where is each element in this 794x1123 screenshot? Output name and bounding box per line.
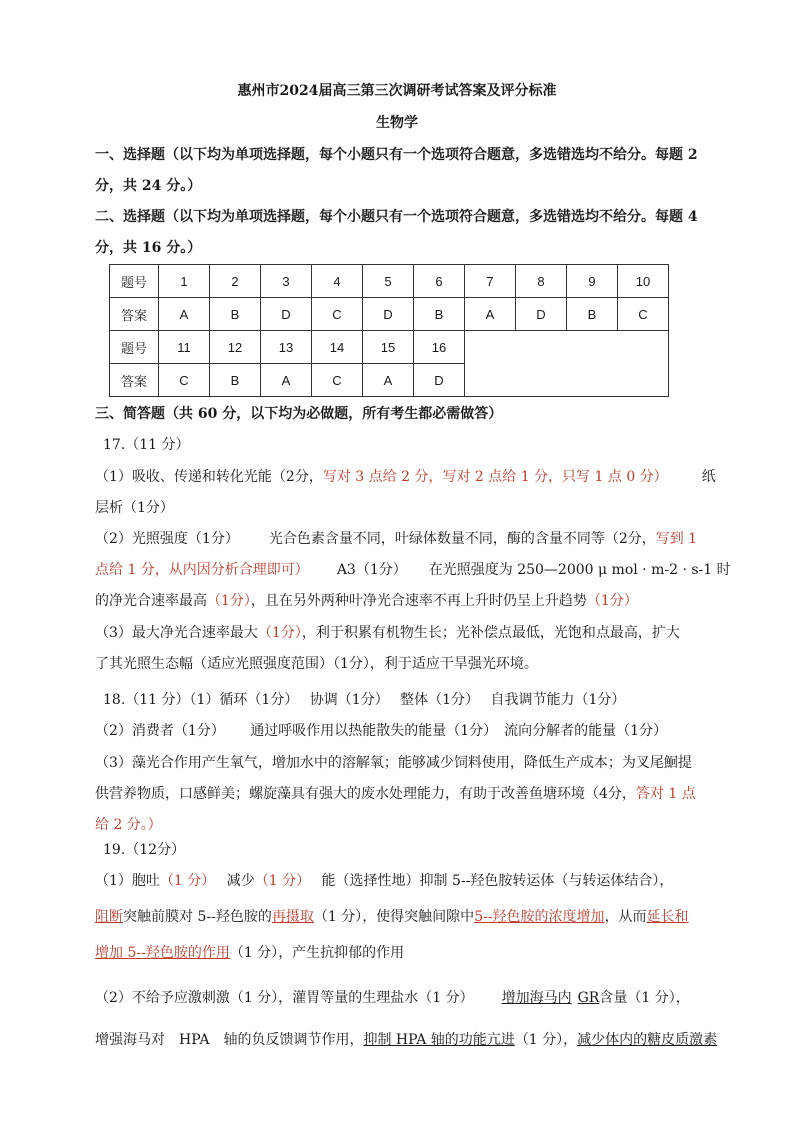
table-cell: B [567, 298, 618, 331]
table-cell: A [159, 298, 210, 331]
q19-keyword-reuptake: 再摄取 [271, 909, 314, 925]
table-cell: 3 [261, 265, 312, 298]
subject-title: 生物学 [376, 115, 418, 131]
q19-text-3: ，从而 [604, 909, 647, 925]
q17-p2-scoring-cont: 点给 1 分，从内因分析合理即可） [95, 562, 309, 578]
q19-p2-keyword-3: 减少体内的糖皮质激素 [577, 1032, 718, 1048]
table-cell: D [414, 364, 465, 397]
q18-line1: 18.（11 分）（1）循环（1分） 协调（1分） 整体（1分） 自我调节能力（1分） [103, 692, 626, 708]
q19-part2-line2 [95, 1030, 717, 1050]
table-cell: 16 [414, 331, 465, 364]
q19-answer-decrease: 减少 [208, 873, 255, 889]
q17-p2-score-a: （1分） [207, 593, 251, 609]
table-cell: 6 [414, 265, 465, 298]
q19-p2-gr: GR [577, 990, 600, 1006]
table-cell: B [210, 364, 261, 397]
table-cell: C [618, 298, 669, 331]
q19-score-2: （1 分） [254, 873, 304, 889]
q17-part2-line1 [95, 529, 697, 549]
label-question: 题号 [110, 331, 159, 364]
q19-keyword-block: 阻断 [95, 909, 123, 925]
table-cell: C [312, 364, 363, 397]
table-cell: 15 [363, 331, 414, 364]
table-cell: A [363, 364, 414, 397]
q17-p1-tail: 纸 [701, 469, 716, 485]
table-cell: A [465, 298, 516, 331]
section1-line2: 分，共 24 分。） [95, 178, 202, 194]
q18-line3: （3）藻光合作用产生氧气，增加水中的溶解氧；能够减少饲料使用，降低生产成本；为叉尾鮰提 [95, 755, 692, 771]
q19-score-1: （1 分） [159, 873, 209, 889]
q18-line5: 给 2 分。） [95, 817, 162, 833]
q18-line4 [95, 784, 696, 804]
answer-table [109, 264, 669, 397]
section2-line2: 分，共 16 分。） [95, 240, 202, 256]
table-cell: 10 [618, 265, 669, 298]
q19-mechanism: 能（选择性地）抑制 5--羟色胺转运体（与转运体结合）， [303, 873, 674, 889]
q17-p3-score: （1分） [257, 625, 302, 641]
q18-line2: （2）消费者（1分） 通过呼吸作用以热能散失的能量（1分） 流向分解者的能量（1分） [95, 723, 668, 739]
q17-p1-text: （1）吸收、传递和转化光能（2分， [95, 469, 323, 485]
section1-line1: 一、选择题（以下均为单项选择题，每个小题只有一个选项符合题意，多选错选均不给分。每题 2 [95, 147, 698, 163]
table-cell: C [159, 364, 210, 397]
q17-part2-line3 [95, 591, 638, 611]
q19-p2-answer: （2）不给予应激刺激（1 分），灌胃等量的生理盐水（1 分） [95, 990, 474, 1006]
q19-part1-line3 [95, 943, 404, 963]
q19-part1-line1 [95, 871, 673, 891]
q19-keyword-effect: 增加 5--羟色胺的作用 [95, 945, 230, 961]
q19-p2-score-2: （1 分）， [514, 1032, 578, 1048]
table-cell: 14 [312, 331, 363, 364]
q17-p2-score-b: （1分） [586, 593, 638, 609]
q19-keyword-concentration: 5--羟色胺的浓度增加 [474, 909, 605, 925]
q17-part1-line2: 层析（1分） [95, 500, 174, 516]
table-row-question-1 [110, 265, 669, 298]
table-cell: 11 [159, 331, 210, 364]
q17-heading: 17.（11 分） [103, 437, 190, 453]
q19-answer-exocytosis: （1）胞吐 [95, 873, 160, 889]
q19-score-4: （1 分） [229, 945, 279, 961]
q17-part1-line1 [95, 467, 716, 487]
document-title: 惠州市2024届高三第三次调研考试答案及评分标准 [237, 83, 557, 99]
q18-p3-answer: 供营养物质，口感鲜美；螺旋藻具有强大的废水处理能力，有助于改善鱼塘环境（4分， [95, 786, 636, 802]
table-cell: 4 [312, 265, 363, 298]
label-answer: 答案 [110, 298, 159, 331]
table-cell: B [414, 298, 465, 331]
q19-p2-text: 增强海马对 HPA 轴的负反馈调节作用， [95, 1032, 364, 1048]
q17-part3-line1 [95, 623, 680, 643]
q19-keyword-extend: 延长和 [646, 909, 689, 925]
table-cell: 12 [210, 331, 261, 364]
q19-score-3: （1 分） [313, 909, 363, 925]
q17-part3-line2: 了其光照生态幅（适应光照强度范围）（1分），利于适应干旱强光环境。 [95, 656, 538, 672]
q19-p2-keyword-2: 抑制 HPA 轴的功能亢进 [363, 1032, 515, 1048]
q17-p2-reason-b: ，且在另外两种叶净光合速率不再上升时仍呈上升趋势 [250, 593, 587, 609]
q17-p2-answer3: A3（1分） [336, 562, 407, 578]
table-cell: A [261, 364, 312, 397]
table-cell: D [363, 298, 414, 331]
q17-p3-reason: ，利于积累有机物生长；光补偿点最低，光饱和点最高，扩大 [301, 625, 680, 641]
table-cell: C [312, 298, 363, 331]
label-answer: 答案 [110, 364, 159, 397]
q17-p2-answer2: 光合色素含量不同，叶绿体数量不同，酶的含量不同等（2分， [268, 531, 656, 547]
q17-p2-reason-cont: 的净光合速率最高 [95, 593, 207, 609]
q17-p1-scoring: 写对 3 点给 2 分，写对 2 点给 1 分，只写 1 点 0 分） [322, 469, 668, 485]
table-cell: 2 [210, 265, 261, 298]
q19-part2-line1 [95, 988, 690, 1008]
table-cell: D [516, 298, 567, 331]
section3-heading: 三、简答题（共 60 分，以下均为必做题，所有考生都必需做答） [95, 406, 503, 422]
q19-text-2: ，使得突触间隙中 [362, 909, 475, 925]
section2-line1: 二、选择题（以下均为单项选择题，每个小题只有一个选项符合题意，多选错选均不给分。每题 4 [95, 209, 698, 225]
q17-p2-answer1: （2）光照强度（1分） [95, 531, 239, 547]
q19-heading: 19.（12分） [103, 842, 186, 858]
table-cell: 1 [159, 265, 210, 298]
table-cell: 5 [363, 265, 414, 298]
table-cell: 9 [567, 265, 618, 298]
q18-p3-scoring: 答对 1 点 [635, 786, 696, 802]
table-cell: 13 [261, 331, 312, 364]
q17-p3-answer: （3）最大净光合速率最大 [95, 625, 258, 641]
q17-p2-reason: 在光照强度为 250—2000 μ mol · m-2 · s-1 时 [428, 562, 731, 578]
q19-part1-line2 [95, 907, 689, 927]
table-row-question-2 [110, 331, 669, 364]
table-cell: 7 [465, 265, 516, 298]
table-row-answer-1 [110, 298, 669, 331]
table-blank-area [465, 331, 669, 397]
q19-text: 突触前膜对 5--羟色胺的 [123, 909, 272, 925]
table-cell: 8 [516, 265, 567, 298]
label-question: 题号 [110, 265, 159, 298]
q17-part2-line2 [95, 560, 731, 580]
q19-text-4: ，产生抗抑郁的作用 [278, 945, 405, 961]
table-cell: D [261, 298, 312, 331]
q19-p2-keyword: 增加海马内 [501, 990, 572, 1006]
q17-p2-scoring: 写到 1 [655, 531, 698, 547]
q19-p2-score: 含量（1 分）， [599, 990, 690, 1006]
table-cell: B [210, 298, 261, 331]
